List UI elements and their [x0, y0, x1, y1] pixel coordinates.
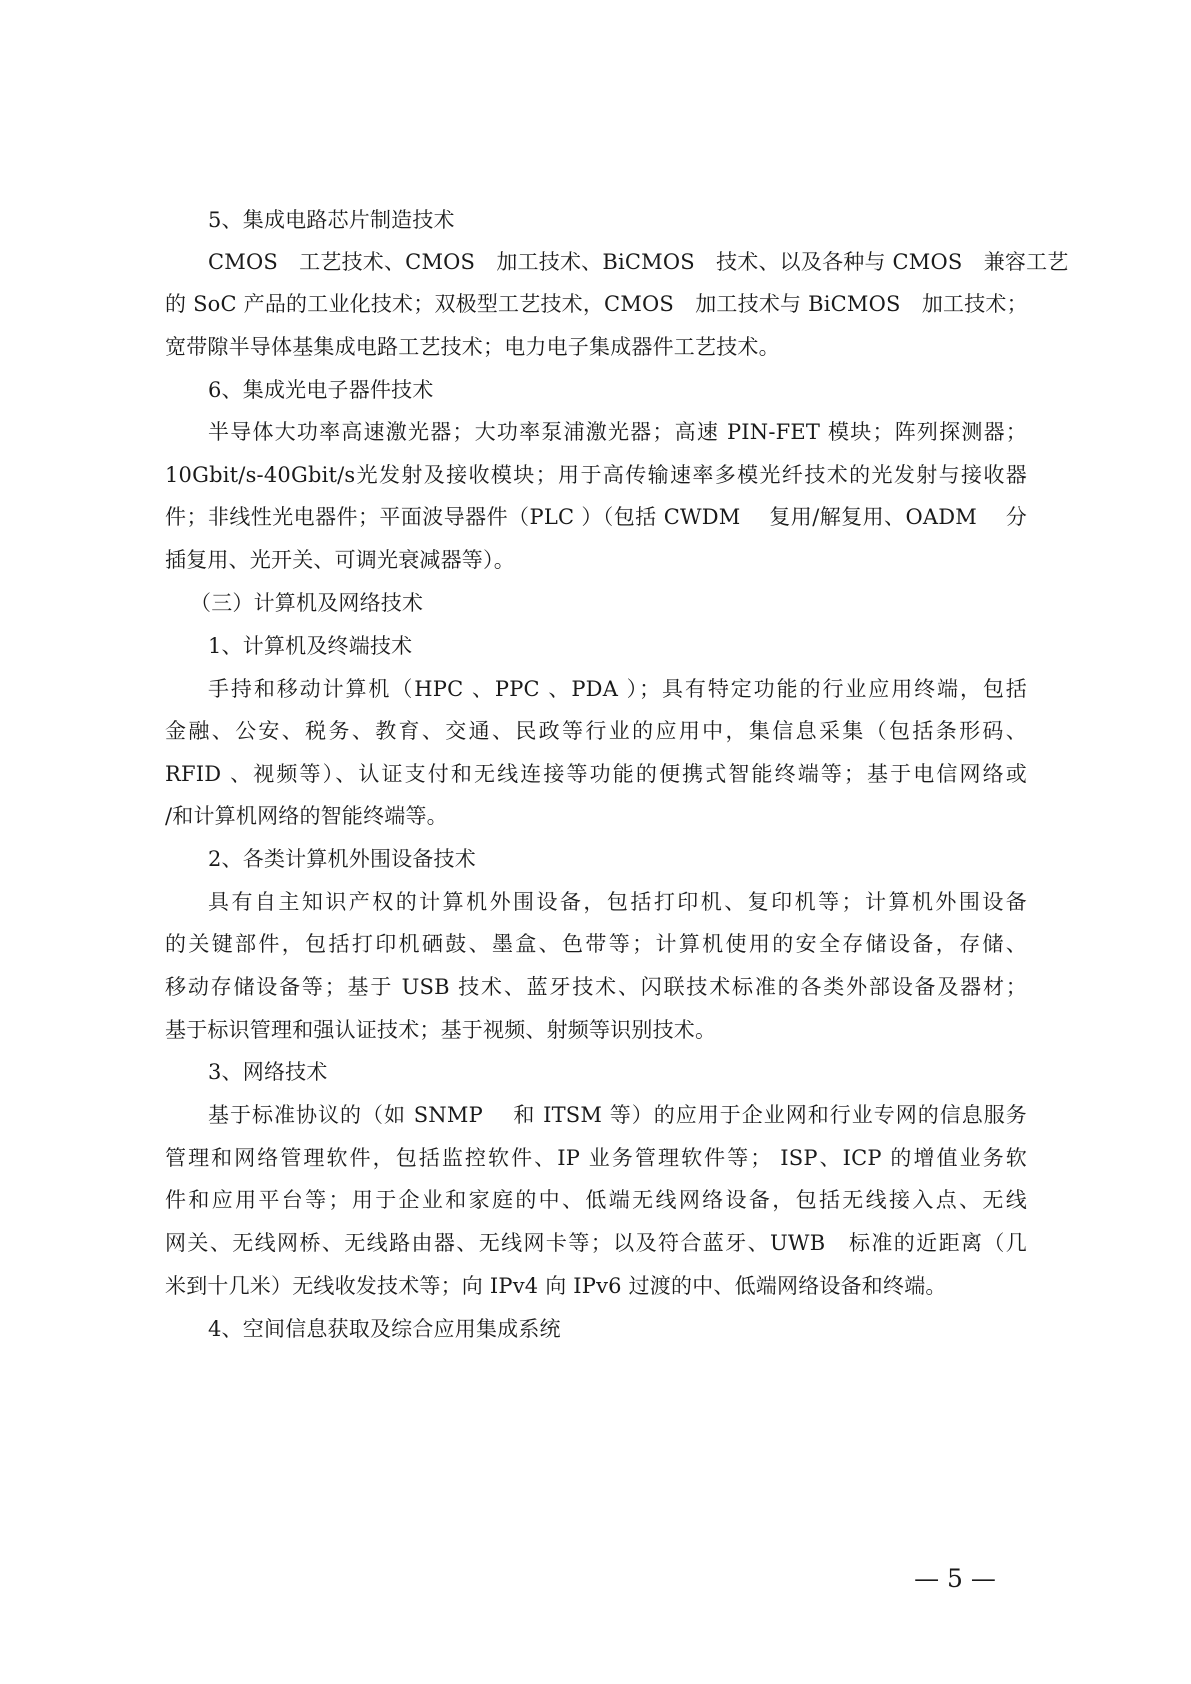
paragraph-line: 移动存储设备等；基于 USB 技术、蓝牙技术、闪联技术标准的各类外部设备及器材； [165, 975, 1027, 999]
heading-ic-manufacturing: 5、集成电路芯片制造技术 [208, 208, 455, 232]
page-number: — 5 — [914, 1564, 996, 1593]
paragraph-line: RFID 、视频等）、认证支付和无线连接等功能的便携式智能终端等；基于电信网络或 [165, 762, 1027, 786]
paragraph-line: 手持和移动计算机（HPC 、PPC 、PDA ）；具有特定功能的行业应用终端，包括 [208, 677, 1027, 701]
paragraph-line: 网关、无线网桥、无线路由器、无线网卡等；以及符合蓝牙、UWB 标准的近距离（几 [165, 1231, 1027, 1255]
section-heading-computer-network: （三）计算机及网络技术 [190, 591, 424, 615]
heading-network-tech: 3、网络技术 [208, 1060, 328, 1084]
paragraph-line: CMOS 工艺技术、CMOS 加工技术、BiCMOS 技术、以及各种与 CMOS 兼容工艺 [208, 250, 1069, 274]
paragraph-line: /和计算机网络的智能终端等。 [165, 804, 448, 828]
heading-spatial-information: 4、空间信息获取及综合应用集成系统 [208, 1317, 561, 1341]
paragraph-line: 件和应用平台等；用于企业和家庭的中、低端无线网络设备，包括无线接入点、无线 [165, 1188, 1027, 1212]
paragraph-line: 金融、公安、税务、教育、交通、民政等行业的应用中，集信息采集（包括条形码、 [165, 719, 1027, 743]
paragraph-line: 管理和网络管理软件，包括监控软件、IP 业务管理软件等； ISP、ICP 的增值业务软 [165, 1146, 1027, 1170]
paragraph-line: 的关键部件，包括打印机硒鼓、墨盒、色带等；计算机使用的安全存储设备，存储、 [165, 932, 1027, 956]
paragraph-line: 插复用、光开关、可调光衰减器等）。 [165, 548, 515, 572]
paragraph-line: 的 SoC 产品的工业化技术；双极型工艺技术，CMOS 加工技术与 BiCMOS 加工技术； [165, 292, 1028, 316]
paragraph-line: 宽带隙半导体基集成电路工艺技术；电力电子集成器件工艺技术。 [165, 335, 780, 359]
paragraph-line: 10Gbit/s-40Gbit/s光发射及接收模块；用于高传输速率多模光纤技术的光发射与接收器 [165, 463, 1027, 487]
paragraph-line: 米到十几米）无线收发技术等；向 IPv4 向 IPv6 过渡的中、低端网络设备和终端。 [165, 1274, 947, 1298]
heading-peripheral-devices: 2、各类计算机外围设备技术 [208, 847, 476, 871]
paragraph-line: 件；非线性光电器件；平面波导器件（PLC ）（包括 CWDM 复用/解复用、OADM 分 [165, 505, 1027, 529]
heading-optoelectronic-devices: 6、集成光电子器件技术 [208, 378, 434, 402]
paragraph-line: 基于标识管理和强认证技术；基于视频、射频等识别技术。 [165, 1018, 717, 1042]
paragraph-line: 具有自主知识产权的计算机外围设备，包括打印机、复印机等；计算机外围设备 [208, 890, 1027, 914]
paragraph-line: 基于标准协议的（如 SNMP 和 ITSM 等）的应用于企业网和行业专网的信息服务 [208, 1103, 1027, 1127]
paragraph-line: 半导体大功率高速激光器；大功率泵浦激光器；高速 PIN-FET 模块；阵列探测器； [208, 420, 1027, 444]
heading-computer-terminal: 1、计算机及终端技术 [208, 634, 413, 658]
